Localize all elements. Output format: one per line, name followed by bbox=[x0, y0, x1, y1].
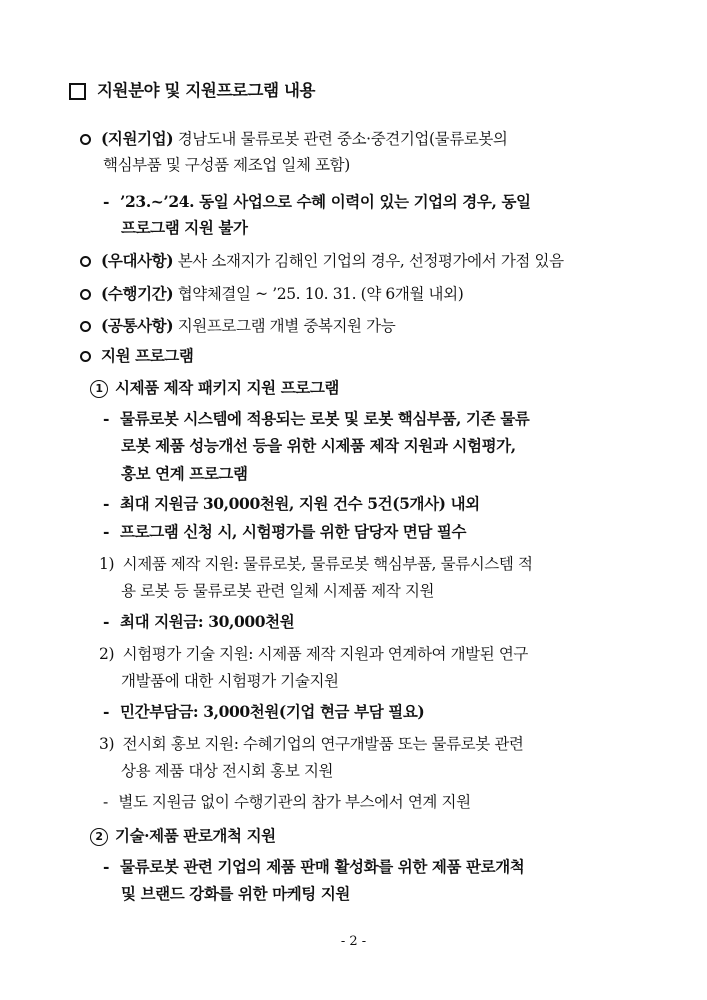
bullet-circle-icon bbox=[80, 289, 91, 300]
sub1-item bbox=[99, 554, 533, 574]
sub3-item bbox=[99, 734, 523, 754]
common-text: 지원프로그램 개별 중복지원 가능 bbox=[177, 317, 396, 335]
period-text: 협약체결일 ~ ’25. 10. 31. (약 6개월 내외) bbox=[177, 285, 464, 303]
dash-marker: - bbox=[103, 793, 108, 811]
sub2-item bbox=[99, 644, 528, 664]
dash-marker: - bbox=[103, 857, 110, 876]
support-company-text: 경남도내 물류로봇 관련 중소·중견기업(물류로봇의 bbox=[177, 130, 508, 148]
common-item bbox=[80, 316, 395, 336]
program1-max-support: - 최대 지원금 30,000천원, 지원 건수 5건(5개사) 내외 bbox=[103, 494, 480, 513]
sub3-number: 3) bbox=[99, 735, 115, 753]
exclusion-item bbox=[103, 192, 531, 212]
exclusion-text: ’23.~’24. 동일 사업으로 수혜 이력이 있는 기업의 경우, 동일 bbox=[120, 192, 531, 211]
sub2-text: 시험평가 기술 지원: 시제품 제작 지원과 연계하여 개발된 연구 bbox=[122, 645, 529, 663]
bullet-circle-icon bbox=[80, 134, 91, 145]
exclusion-text-cont: 프로그램 지원 불가 bbox=[121, 218, 248, 237]
sub3-text: 전시회 홍보 지원: 수혜기업의 연구개발품 또는 물류로봇 관련 bbox=[122, 735, 524, 753]
programs-label: 지원 프로그램 bbox=[101, 346, 194, 365]
program1-title: 시제품 제작 패키지 지원 프로그램 bbox=[115, 378, 340, 397]
preference-label: (우대사항) bbox=[101, 251, 174, 270]
dash-marker: - bbox=[103, 409, 110, 428]
program1-desc: - 물류로봇 시스템에 적용되는 로봇 및 로봇 핵심부품, 기존 물류 bbox=[103, 409, 530, 428]
bullet-circle-icon bbox=[80, 256, 91, 267]
sub1-text-cont: 용 로봇 등 물류로봇 관련 일체 시제품 제작 지원 bbox=[121, 582, 435, 600]
section-heading: 지원분야 및 지원프로그램 내용 bbox=[97, 81, 316, 100]
period-label: (수행기간) bbox=[101, 284, 174, 303]
sub2-text-cont: 개발품에 대한 시험평가 기술지원 bbox=[121, 672, 339, 690]
programs-item bbox=[80, 346, 193, 366]
support-company-label: (지원기업) bbox=[101, 129, 174, 148]
preference-item bbox=[80, 251, 564, 271]
page-number: - 2 - bbox=[340, 934, 367, 949]
dash-marker: - bbox=[103, 192, 110, 211]
program2-desc-cont: 및 브랜드 강화를 위한 마케팅 지원 bbox=[121, 884, 351, 903]
sub1-max: - 최대 지원금: 30,000천원 bbox=[103, 612, 295, 631]
dash-marker: - bbox=[103, 612, 110, 631]
dash-marker: - bbox=[103, 522, 110, 541]
sub2-number: 2) bbox=[99, 645, 115, 663]
bullet-circle-icon bbox=[80, 321, 91, 332]
period-item bbox=[80, 284, 463, 304]
program1-desc-cont: 로봇 제품 성능개선 등을 위한 시제품 제작 지원과 시험평가, bbox=[121, 436, 516, 455]
program1-title-row bbox=[90, 378, 339, 398]
program2-desc: - 물류로봇 관련 기업의 제품 판매 활성화를 위한 제품 판로개척 bbox=[103, 857, 525, 876]
sub3-text-cont: 상용 제품 대상 전시회 홍보 지원 bbox=[121, 762, 334, 780]
program2-title-row bbox=[90, 826, 276, 846]
sub1-number: 1) bbox=[99, 555, 115, 573]
dash-marker: - bbox=[103, 702, 110, 721]
program1-interview: - 프로그램 신청 시, 시험평가를 위한 담당자 면담 필수 bbox=[103, 522, 467, 541]
bullet-circle-icon bbox=[80, 351, 91, 362]
sub1-text: 시제품 제작 지원: 물류로봇, 물류로봇 핵심부품, 물류시스템 적 bbox=[122, 555, 533, 573]
dash-marker: - bbox=[103, 494, 110, 513]
program1-desc-cont: 홍보 연계 프로그램 bbox=[121, 464, 248, 483]
common-label: (공통사항) bbox=[101, 316, 174, 335]
preference-text: 본사 소재지가 김해인 기업의 경우, 선정평가에서 가점 있음 bbox=[177, 252, 564, 270]
circled-number-1-icon: 1 bbox=[90, 380, 108, 398]
circled-number-2-icon: 2 bbox=[90, 828, 108, 846]
support-company-text-cont: 핵심부품 및 구성품 제조업 일체 포함) bbox=[103, 156, 350, 174]
sub2-burden: - 민간부담금: 3,000천원(기업 현금 부담 필요) bbox=[103, 702, 425, 721]
program2-title: 기술·제품 판로개척 지원 bbox=[115, 826, 276, 845]
support-company-item bbox=[80, 129, 508, 149]
sub3-note: - 별도 지원금 없이 수행기관의 참가 부스에서 연계 지원 bbox=[103, 793, 471, 811]
checkbox-square-icon bbox=[69, 83, 86, 100]
